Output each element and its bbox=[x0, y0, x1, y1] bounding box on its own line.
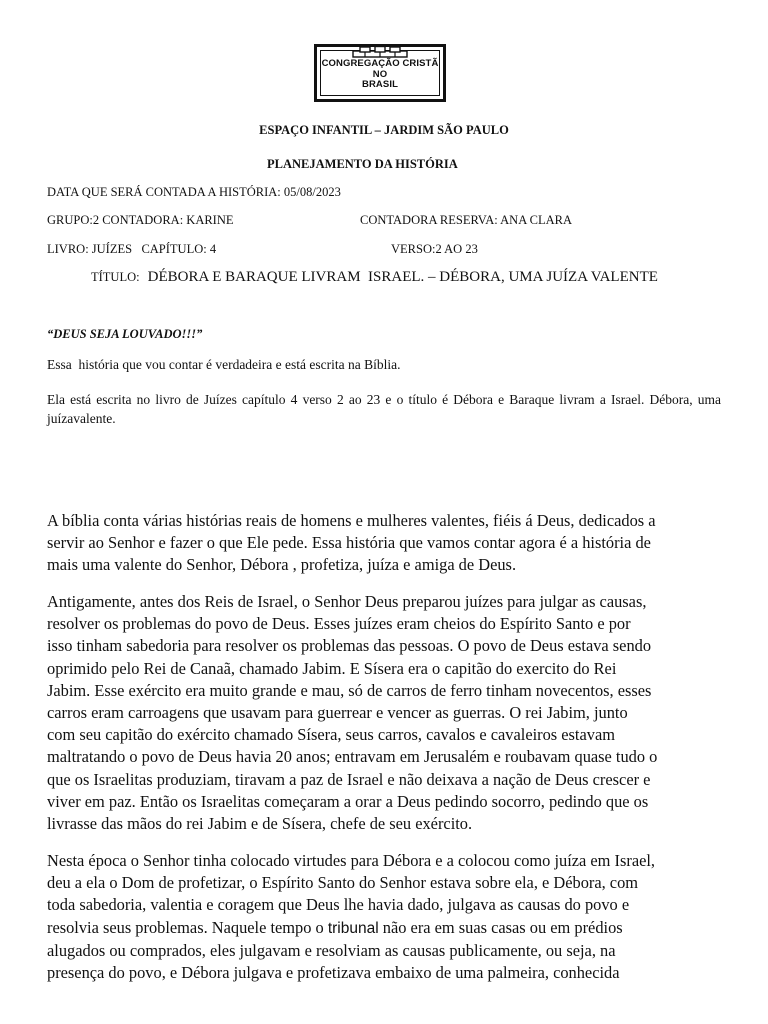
story-line: presença do povo, e Débora julgava e profetizava embaixo de uma palmeira, conhecida bbox=[47, 963, 620, 983]
story-line: Jabim. Esse exército era muito grande e mau, só de carros de ferro tinham novecentos, esses bbox=[47, 680, 652, 700]
story-text: resolvia seus problemas. Naquele tempo o bbox=[47, 917, 328, 937]
story-paragraph-3 bbox=[47, 850, 725, 984]
story-line: que os Israelitas produziam, tiravam a paz de Israel e não deixava a nação de Deus crescer e bbox=[47, 769, 651, 789]
story-text: não era em suas casas ou em prédios bbox=[378, 917, 623, 937]
logo-line-2: NO bbox=[372, 69, 388, 80]
header-planejamento: PLANEJAMENTO DA HISTÓRIA bbox=[267, 157, 458, 171]
story-line: oprimido pelo Rei de Canaã, chamado Jabim. E Sísera era o capitão do exercito do Rei bbox=[47, 658, 617, 678]
meta-verso: VERSO:2 AO 23 bbox=[391, 242, 478, 256]
story-line: Nesta época o Senhor tinha colocado virtudes para Débora e a colocou como juíza em Israel, bbox=[47, 851, 656, 870]
logo-line-3: BRASIL bbox=[362, 79, 398, 90]
intro-paragraph-1: Essa história que vou contar é verdadeira e está escrita na Bíblia. bbox=[47, 357, 401, 372]
logo-line-1: CONGREGAÇÃO CRISTÃ bbox=[321, 58, 439, 69]
deus-seja-louvado: “DEUS SEJA LOUVADO!!!” bbox=[47, 327, 203, 341]
story-line: toda sabedoria, valentia e coragem que Deus lhe havia dado, julgava as causas do povo e bbox=[47, 895, 630, 915]
intro-paragraph-2: Ela está escrita no livro de Juízes capítulo 4 verso 2 ao 23 e o título é Débora e Baraque livram a Israel. Débora, uma juízavalente. bbox=[47, 392, 721, 426]
story-line: viver em paz. Então os Israelitas começaram a orar a Deus pedindo socorro, pedindo que os bbox=[47, 791, 649, 811]
header-espaco: ESPAÇO INFANTIL – JARDIM SÃO PAULO bbox=[259, 123, 509, 137]
story-paragraph-2 bbox=[47, 591, 725, 835]
story-line: mais uma valente do Senhor, Débora , profetiza, juíza e amiga de Deus. bbox=[47, 555, 517, 575]
story-line: livrasse das mãos do rei Jabim e de Sísera, chefe de seu exército. bbox=[47, 814, 473, 834]
meta-data: DATA QUE SERÁ CONTADA A HISTÓRIA: 05/08/2023 bbox=[47, 185, 341, 199]
story-line: A bíblia conta várias histórias reais de homens e mulheres valentes, fiéis á Deus, dedicados a bbox=[47, 511, 656, 530]
titulo-text: DÉBORA E BARAQUE LIVRAM ISRAEL. – DÉBORA, UMA JUÍZA VALENTE bbox=[147, 269, 658, 285]
meta-contadora-reserva: CONTADORA RESERVA: ANA CLARA bbox=[360, 213, 573, 227]
story-line bbox=[47, 917, 725, 940]
meta-grupo: GRUPO:2 CONTADORA: KARINE bbox=[47, 213, 234, 227]
story-line: alugados ou comprados, eles julgavam e resolviam as causas publicamente, ou seja, na bbox=[47, 940, 616, 960]
story-line: deu a ela o Dom de profetizar, o Espírito Santo do Senhor estava sobre ela, e Débora, com bbox=[47, 873, 639, 893]
story-line: maltratando o povo de Deus havia 20 anos; entravam em Jerusalém e roubavam quase tudo o bbox=[47, 747, 658, 767]
story-line: servir ao Senhor e fazer o que Ele pede. Essa história que vamos contar agora é a história de bbox=[47, 533, 651, 553]
story-line: com seu capitão do exército chamado Sísera, seus carros, cavalos e cavaleiros estavam bbox=[47, 725, 615, 745]
story-line: resolver os problemas do povo de Deus. Esses juízes eram cheios do Espírito Santo e por bbox=[47, 614, 631, 634]
story-line: Antigamente, antes dos Reis de Israel, o Senhor Deus preparou juízes para julgar as causas, bbox=[47, 592, 647, 611]
story-line: isso tinham sabedoria para resolver os problemas das pessoas. O povo de Deus estava sendo bbox=[47, 636, 652, 656]
church-emblem-icon bbox=[352, 46, 408, 58]
story-paragraph-1 bbox=[47, 510, 725, 577]
titulo-label: TÍTULO: bbox=[91, 270, 140, 284]
tribunal-word: tribunal bbox=[327, 919, 379, 937]
church-logo bbox=[314, 44, 446, 102]
titulo-row bbox=[91, 268, 658, 286]
meta-livro: LIVRO: JUÍZES CAPÍTULO: 4 bbox=[47, 242, 217, 256]
story-line: carros eram carroagens que usavam para guerrear e vencer as guerras. O rei Jabim, junto bbox=[47, 703, 628, 723]
